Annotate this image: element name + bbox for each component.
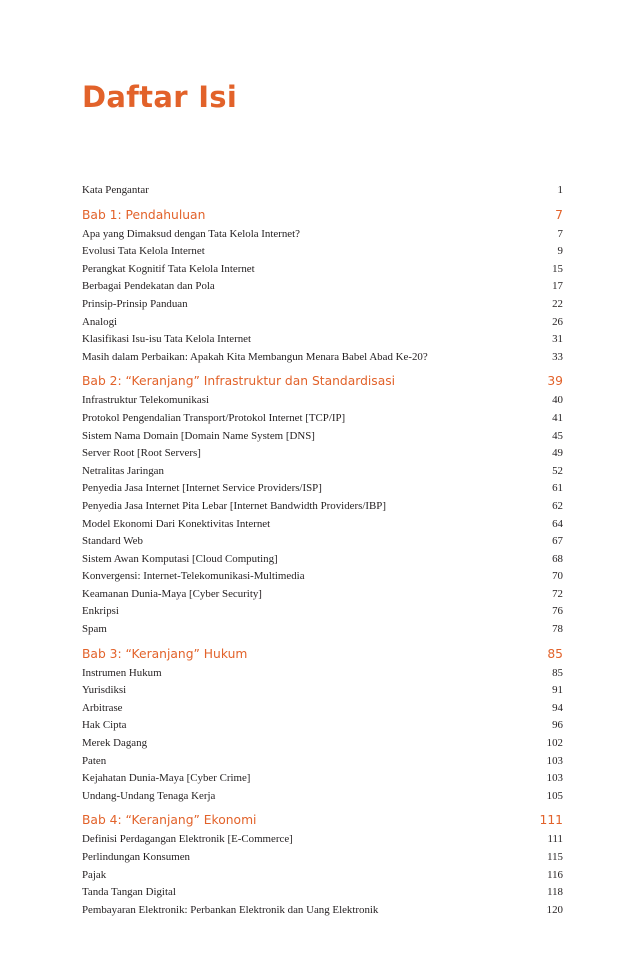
toc-chapter[interactable] [82,205,563,226]
toc-page-number: 7 [555,207,563,222]
toc-entry[interactable] [82,621,563,639]
toc-page-number: 116 [547,868,563,881]
toc-entry-title: Definisi Perdagangan Elektronik [E-Commerce] [82,833,293,846]
toc-page-number: 22 [552,297,563,310]
toc-entry-title: Protokol Pengendalian Transport/Protokol Internet [TCP/IP] [82,411,346,424]
dot-leader [128,727,550,728]
dot-leader [207,253,556,254]
dot-leader [164,675,551,676]
toc-entry-title: Model Ekonomi Dari Konektivitas Internet [82,517,271,530]
toc-entry[interactable] [82,849,563,867]
toc-entry-title: Undang-Undang Tenaga Kerja [82,789,216,802]
dot-leader [128,692,550,693]
toc-entry-title: Masih dalam Perbaikan: Apakah Kita Membangun Menara Babel Abad Ke-20? [82,350,428,363]
toc-page-number: 40 [552,394,563,407]
dot-leader [119,324,550,325]
dot-leader [166,473,550,474]
toc-page-number: 64 [552,517,563,530]
toc-entry[interactable] [82,278,563,296]
toc-entry[interactable] [82,349,563,367]
toc-entry-title: Konvergensi: Internet-Telekomunikasi-Multimedia [82,570,305,583]
toc-entry-title: Hak Cipta [82,719,127,732]
dot-leader [430,359,550,360]
toc-entry[interactable] [82,226,563,244]
toc-entry[interactable] [82,498,563,516]
toc-page-number: 118 [547,886,563,899]
dot-leader [324,490,550,491]
toc-page-number: 115 [547,851,563,863]
toc-entry[interactable] [82,788,563,806]
toc-entry-title: Enkripsi [82,605,119,618]
toc-entry-title: Perlindungan Konsumen [82,851,190,863]
toc-entry[interactable] [82,296,563,314]
toc-entry-title: Analogi [82,315,118,328]
toc-entry[interactable] [82,392,563,410]
toc-entry-title: Paten [82,754,107,767]
table-of-contents [82,182,563,919]
dot-leader [347,420,550,421]
toc-entry-title: Tanda Tangan Digital [82,886,176,899]
toc-entry[interactable] [82,586,563,604]
toc-entry[interactable] [82,445,563,463]
dot-leader [190,306,551,307]
dot-leader [203,455,550,456]
toc-page-number: 102 [546,737,563,750]
toc-page-number: 26 [552,315,563,328]
toc-entry[interactable] [82,603,563,621]
toc-entry[interactable] [82,428,563,446]
toc-page-number: 9 [557,245,563,258]
toc-entry[interactable] [82,700,563,718]
toc-entry[interactable] [82,568,563,586]
dot-leader [151,192,556,193]
toc-entry-title: Bab 2: “Keranjang” Infrastruktur dan Standardisasi [82,374,396,389]
dot-leader [149,745,545,746]
toc-page-number: 76 [552,605,563,618]
toc-entry[interactable] [82,533,563,551]
toc-entry-title: Bab 1: Pendahuluan [82,207,206,222]
toc-entry[interactable] [82,902,563,920]
toc-page-number: 33 [552,350,563,363]
toc-page-number: 85 [547,646,563,661]
toc-entry-title: Berbagai Pendekatan dan Pola [82,280,215,293]
toc-entry[interactable] [82,717,563,735]
toc-page-number: 49 [552,447,563,460]
dot-leader [264,596,550,597]
dot-leader [217,798,544,799]
toc-page-number: 62 [552,499,563,512]
toc-page-number: 103 [546,772,563,785]
toc-entry-title: Pajak [82,868,107,881]
toc-entry[interactable] [82,480,563,498]
toc-entry[interactable] [82,665,563,683]
toc-entry-title: Klasifikasi Isu-isu Tata Kelola Internet [82,333,252,346]
toc-entry-title: Bab 3: “Keranjang” Hukum [82,646,248,661]
dot-leader [121,613,550,614]
toc-entry-title: Merek Dagang [82,737,148,750]
toc-page-number: 111 [547,833,563,846]
dot-leader [249,657,545,658]
dot-leader [295,841,546,842]
toc-entry-title: Keamanan Dunia-Maya [Cyber Security] [82,587,262,600]
toc-entry-title: Pembayaran Elektronik: Perbankan Elektronik dan Uang Elektronik [82,903,379,916]
toc-entry[interactable] [82,182,563,200]
toc-page-number: 91 [552,684,563,697]
toc-entry-title: Netralitas Jaringan [82,464,164,477]
toc-entry[interactable] [82,682,563,700]
toc-page-number: 94 [552,701,563,714]
toc-entry-title: Sistem Nama Domain [Domain Name System [DNS] [82,429,315,442]
toc-entry-title: Instrumen Hukum [82,666,162,679]
toc-entry-title: Penyedia Jasa Internet Pita Lebar [Internet Bandwidth Providers/IBP] [82,499,386,512]
toc-entry-title: Kata Pengantar [82,184,149,196]
toc-entry-title: Spam [82,623,107,636]
dot-leader [108,763,544,764]
toc-chapter[interactable] [82,644,563,665]
toc-page-number: 41 [552,411,563,424]
toc-page-number: 103 [546,754,563,767]
toc-page-number: 61 [552,482,563,495]
toc-entry[interactable] [82,410,563,428]
toc-chapter[interactable] [82,371,563,392]
toc-page-number: 67 [552,535,563,548]
toc-page-number: 96 [552,719,563,732]
toc-entry-title: Prinsip-Prinsip Panduan [82,297,188,310]
toc-entry[interactable] [82,770,563,788]
dot-leader [380,912,544,913]
dot-leader [145,543,550,544]
dot-leader [388,508,550,509]
toc-page-number: 72 [552,587,563,600]
toc-page-number: 70 [552,570,563,583]
toc-page-number: 105 [546,789,563,802]
toc-page-number: 111 [539,813,563,828]
toc-entry[interactable] [82,735,563,753]
dot-leader [108,877,545,878]
toc-entry[interactable] [82,331,563,349]
toc-entry-title: Yurisdiksi [82,684,127,697]
toc-chapter[interactable] [82,810,563,831]
toc-entry-title: Evolusi Tata Kelola Internet [82,245,205,258]
dot-leader [253,341,550,342]
toc-page-number: 1 [557,184,563,196]
toc-entry-title: Server Root [Root Servers] [82,447,201,460]
dot-leader [317,438,550,439]
toc-page-number: 7 [557,227,563,240]
toc-entry-title: Sistem Awan Komputasi [Cloud Computing] [82,552,278,565]
toc-entry[interactable] [82,261,563,279]
toc-entry[interactable] [82,314,563,332]
toc-entry-title: Apa yang Dimaksud dengan Tata Kelola Internet? [82,227,300,240]
page-title: Daftar Isi [82,80,238,114]
dot-leader [178,894,545,895]
toc-entry-title: Infrastruktur Telekomunikasi [82,394,209,407]
toc-entry-title: Perangkat Kognitif Tata Kelola Internet [82,262,255,275]
dot-leader [252,780,544,781]
dot-leader [307,578,551,579]
dot-leader [207,218,553,219]
toc-entry-title: Arbitrase [82,701,123,714]
toc-entry[interactable] [82,753,563,771]
dot-leader [217,288,550,289]
toc-page-number: 120 [546,903,563,916]
toc-page-number: 78 [552,623,563,636]
toc-page-number: 45 [552,429,563,442]
toc-entry-title: Standard Web [82,535,143,548]
dot-leader [257,271,550,272]
toc-entry-title: Bab 4: “Keranjang” Ekonomi [82,813,257,828]
toc-entry-title: Kejahatan Dunia-Maya [Cyber Crime] [82,772,251,785]
toc-page-number: 31 [552,333,563,346]
toc-page-number: 15 [552,262,563,275]
dot-leader [280,561,550,562]
dot-leader [302,236,556,237]
toc-page-number: 85 [552,666,563,679]
dot-leader [211,402,550,403]
toc-page-number: 68 [552,552,563,565]
dot-leader [192,859,545,860]
dot-leader [272,526,550,527]
dot-leader [258,823,537,824]
dot-leader [109,631,550,632]
dot-leader [397,384,545,385]
toc-entry[interactable] [82,516,563,534]
dot-leader [125,710,551,711]
toc-entry[interactable] [82,243,563,261]
toc-entry[interactable] [82,463,563,481]
toc-entry[interactable] [82,831,563,849]
toc-page-number: 52 [552,464,563,477]
toc-entry[interactable] [82,867,563,885]
toc-entry[interactable] [82,551,563,569]
toc-page-number: 39 [547,374,563,389]
toc-entry[interactable] [82,884,563,902]
toc-page-number: 17 [552,280,563,293]
toc-entry-title: Penyedia Jasa Internet [Internet Service Providers/ISP] [82,482,322,495]
